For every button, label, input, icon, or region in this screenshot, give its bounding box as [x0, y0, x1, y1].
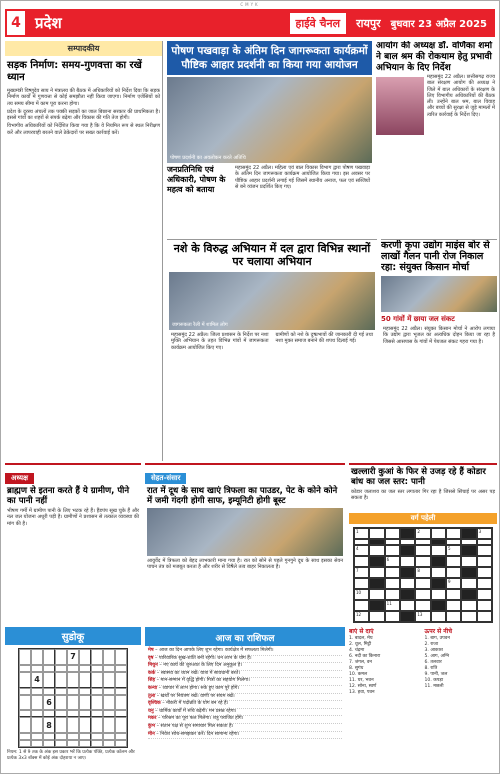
across-clue: 1. बादल, मेघ [349, 636, 373, 641]
down-clue: 9. पानी, जल [424, 672, 448, 677]
across-clue: 11. घर, भवन [349, 678, 374, 683]
crossword-cell [446, 611, 461, 622]
water-headline: करणी कृपा उद्योग माइंस बोर से लाखों गैलन पानी रोज निकाल रहा: संयुक्त किसान मोर्चा [381, 240, 490, 273]
sudoku-cell [79, 672, 91, 688]
crossword-cell [477, 589, 492, 600]
crossword-cell [369, 589, 384, 600]
water-story [381, 239, 497, 461]
sudoku-cell [91, 717, 103, 733]
zodiac-text: – स्वास्थ्य का ध्यान रखें। यात्रा में सावधानी बरतें। [155, 670, 241, 676]
lead-body: महासमुंद 22 अप्रैल। महिला एवं बाल विकास विभाग द्वारा पोषण पखवाड़ा के अंतिम दिन जागरूकता कार्यक्रम आयोजित किया गया। इस अवसर पर पौष्टिक आहार प्रदर्शनी लगाई गई जिसमें स्थानीय अनाज, फल एवं सब्जियों से बने व्यंजन प्रदर्शित किए गए। [235, 165, 370, 190]
down-clue: 1. बाग, उपवन [424, 636, 450, 641]
crossword-cell [461, 611, 476, 622]
across-clue: 7. जंगल, वन [349, 660, 372, 665]
across-clues [349, 636, 422, 696]
health-photo [147, 508, 343, 556]
sudoku-cell [31, 717, 43, 733]
sudoku-cell [115, 733, 127, 740]
water-body: महासमुंद 22 अप्रैल। संयुक्त किसान मोर्चा ने आरोप लगाया कि उद्योग द्वारा भूजल का अत्यधिक दोहन किया जा रहा है जिससे आसपास के गांवों में पेयजल संकट गहरा गया है। [383, 326, 495, 345]
sudoku-cell [19, 649, 31, 665]
sudoku-cell [19, 672, 31, 688]
sudoku-cell [67, 710, 79, 717]
sudoku-cell [55, 740, 67, 747]
health-story [145, 463, 345, 623]
down-clue: 6. तलवार [424, 660, 442, 665]
crossword-clues [349, 627, 497, 773]
crossword-cell [431, 567, 446, 578]
crossword-cell [477, 611, 492, 622]
sudoku-cell [79, 717, 91, 733]
across-clue: 2. धूल, मिट्टी [349, 642, 372, 647]
crossword-cell [415, 600, 430, 611]
right-story-body: महासमुंद 22 अप्रैल। छत्तीसगढ़ राज्य बाल संरक्षण आयोग की अध्यक्ष ने जिले में बाल अधिकारों के संरक्षण के लिए विभागीय अधिकारियों की बैठक ली। उन्होंने बाल श्रम, बाल विवाह और बच्चों की सुरक्षा से जुड़े मामलों में त्वरित कार्रवाई के निर्देश दिए। [427, 74, 495, 118]
campaign-body-col2: ग्रामीणों को नशे के दुष्प्रभावों की जानकारी दी गई तथा नशा मुक्त समाज बनाने की शपथ दिलाई गई। [275, 332, 373, 345]
sudoku-cell [43, 672, 55, 688]
crossword-cell [369, 578, 384, 589]
crossword-cell: 11 [385, 600, 400, 611]
sudoku-cell [43, 733, 55, 740]
campaign-body-col1: महासमुंद 22 अप्रैल। जिला प्रशासन के निर्देश पर नशा मुक्ति अभियान के तहत विभिन्न गांवों में जागरूकता कार्यक्रम आयोजित किए गए। [171, 332, 269, 351]
zodiac-sign: सिंह [148, 678, 156, 684]
sudoku-cell [103, 717, 115, 733]
sudoku-cell [91, 665, 103, 672]
sudoku-cell [115, 710, 127, 717]
village-headline: ब्राह्मण से इतना करते हैं ये ग्रामीण, पीने का पानी नहीं [7, 486, 130, 506]
across-clue: 4. चंद्रमा [349, 648, 365, 653]
sudoku-cell [19, 710, 31, 717]
sudoku-cell [67, 688, 79, 695]
sudoku-cell [31, 710, 43, 717]
sudoku-cell [67, 672, 79, 688]
crossword-cell [461, 600, 476, 611]
across-clue: 12. सोना, स्वर्ण [349, 684, 377, 689]
across-clue: 8. सुगंध [349, 666, 364, 671]
horoscope-item [148, 724, 342, 732]
sudoku-cell [31, 740, 43, 747]
campaign-headline: नशे के विरुद्ध अभियान में दल द्वारा विभिन्न स्थानों पर चलाया अभियान [173, 242, 371, 268]
crossword-cell [400, 589, 415, 600]
campaign-photo [169, 272, 375, 330]
sudoku-cell [79, 649, 91, 665]
sudoku-cell [67, 740, 79, 747]
crossword-cell [415, 589, 430, 600]
crossword-cell [400, 545, 415, 556]
horoscope-item [148, 663, 342, 671]
sudoku-cell [91, 672, 103, 688]
campaign-story [167, 239, 377, 461]
sudoku-cell [91, 740, 103, 747]
sudoku-cell [91, 710, 103, 717]
down-clue: 3. आकाश [424, 648, 443, 653]
lead-photo [167, 77, 372, 163]
masthead [5, 9, 495, 37]
zodiac-sign: मकर [148, 716, 157, 722]
horoscope-list [145, 646, 345, 741]
zodiac-text: – आज का दिन आपके लिए शुभ रहेगा। कार्यक्षेत्र में सफलता मिलेगी। [153, 648, 274, 653]
crossword-cell [385, 545, 400, 556]
crossword-cell: 10 [354, 589, 369, 600]
crossword-cell: 13 [415, 611, 430, 622]
sudoku-label: सुडोकू [5, 627, 141, 645]
crossword-cell [461, 567, 476, 578]
sudoku-cell [19, 740, 31, 747]
crossword-cell: 1 [354, 528, 369, 539]
across-clue: 10. कमल [349, 672, 368, 677]
crossword-grid [353, 527, 493, 623]
sudoku-cell [31, 733, 43, 740]
crossword-cell [369, 545, 384, 556]
zodiac-sign: तुला [148, 693, 156, 699]
crossword-cell: 12 [354, 611, 369, 622]
crossword-cell [400, 578, 415, 589]
sudoku-cell [115, 740, 127, 747]
sudoku-cell [19, 665, 31, 672]
village-tag: अध्यक्ष [5, 473, 34, 484]
crossword-cell [415, 556, 430, 567]
zodiac-text: – नए कार्य की शुरुआत के लिए दिन अनुकूल है। [157, 663, 243, 669]
crossword-cell [354, 578, 369, 589]
down-clue: 8. रात्रि [424, 666, 438, 671]
down-clue: 5. आग, अग्नि [424, 654, 450, 659]
sudoku-cell [43, 665, 55, 672]
crossword-cell [369, 567, 384, 578]
editorial-paragraph: विभागीय अधिकारियों को निर्देशित किया गया है कि वे नियमित रूप से स्थल निरीक्षण करें और लापरवाही बरतने वाले ठेकेदारों पर सख्त कार्रवाई करें। [7, 123, 160, 136]
zodiac-text: – निवेश सोच-समझकर करें। दिन सामान्य रहेगा। [154, 731, 240, 737]
sudoku-cell [103, 688, 115, 695]
sudoku-cell [67, 695, 79, 711]
crossword-cell [446, 556, 461, 567]
horoscope-item [148, 701, 342, 709]
editorial-paragraph: प्रदेश के दूरस्थ अंचलों तक पक्की सड़कों का जाल बिछाना सरकार की प्राथमिकता है। इससे गांवों का शहरों से संपर्क बढ़ेगा और विकास की गति तेज होगी। [7, 108, 160, 122]
sudoku-cell [43, 649, 55, 665]
sudoku-cell [19, 695, 31, 711]
color-registration-mark: CMYK [240, 2, 260, 7]
crossword-cell [400, 528, 415, 539]
sudoku-cell [67, 665, 79, 672]
lead-deck: जनप्रतिनिधि एवं अधिकारी, पोषण के महत्व को बताया [167, 165, 226, 194]
sudoku-cell [43, 688, 55, 695]
crossword-cell [446, 528, 461, 539]
crossword-cell [369, 600, 384, 611]
zodiac-sign: कुंभ [148, 723, 156, 729]
zodiac-sign: धनु [148, 708, 154, 714]
village-story [5, 463, 141, 623]
zodiac-text: – मान-सम्मान में वृद्धि होगी। मित्रों का सहयोग मिलेगा। [155, 678, 250, 684]
edition-date: बुधवार 23 अप्रैल 2025 [390, 19, 487, 30]
crossword-cell: 3 [477, 528, 492, 539]
crossword-cell [461, 545, 476, 556]
down-clue: 2. राजा [424, 642, 439, 647]
horoscope-item [148, 648, 342, 656]
crossword-cell [354, 556, 369, 567]
zodiac-sign: मिथुन [148, 663, 158, 669]
crossword-cell [385, 611, 400, 622]
editorial-column [5, 41, 163, 461]
editorial-headline: सड़क निर्माण: समय-गुणवत्ता का रखें ध्यान [7, 60, 142, 83]
crossword-cell [461, 556, 476, 567]
health-headline: रात में दूध के साथ खाएं त्रिफला का पाउडर, पेट के कोने कोने में जमी गंदगी होगी साफ, इम्यूनिटी होगी बूस्ट [147, 486, 338, 506]
sudoku-rule: नियम: 1 से 9 तक के अंक इस प्रकार भरें कि प्रत्येक पंक्ति, प्रत्येक कॉलम और प्रत्येक 3x3 बॉक्स में कोई अंक दोहराया न जाए। [7, 750, 135, 761]
sudoku-cell [79, 710, 91, 717]
crossword-cell [369, 556, 384, 567]
section-title: प्रदेश [35, 14, 62, 32]
zodiac-text: – धार्मिक कार्यों में रुचि बढ़ेगी। मन प्रसन्न रहेगा। [153, 708, 237, 714]
sudoku-cell [31, 688, 43, 695]
health-tag: सेहत-संसार [145, 473, 186, 484]
crossword-cell [446, 567, 461, 578]
sudoku-cell [55, 665, 67, 672]
sudoku-cell [103, 733, 115, 740]
crossword-cell [369, 611, 384, 622]
sudoku-cell [55, 710, 67, 717]
crossword-cell [477, 567, 492, 578]
sudoku-cell [67, 717, 79, 733]
sudoku-cell [103, 740, 115, 747]
crossword-cell: 6 [385, 556, 400, 567]
across-clue: 6. नदी का किनारा [349, 654, 381, 659]
down-clues [425, 636, 498, 690]
crossword-cell [461, 589, 476, 600]
sudoku-cell [79, 695, 91, 711]
zodiac-text: – नौकरी में पदोन्नति के योग बन रहे हैं। [160, 701, 229, 707]
sudoku-cell: 8 [43, 717, 55, 733]
sudoku-cell [19, 688, 31, 695]
sudoku-cell [79, 733, 91, 740]
sudoku-cell [115, 688, 127, 695]
sudoku-cell [103, 672, 115, 688]
zodiac-sign: कन्या [148, 685, 158, 691]
dam-headline: खल्लारी कुआं के फिर से उजड़ रहे हैं कोडार बांध का जल स्तर: पानी [351, 467, 486, 487]
lead-headline: पोषण पखवाड़ा के अंतिम दिन जागरूकता कार्यक्रमों पौष्टिक आहार प्रदर्शनी का किया गया आयोजन [167, 41, 372, 75]
crossword-cell [354, 600, 369, 611]
sudoku-cell: 6 [43, 695, 55, 711]
sudoku-cell [91, 649, 103, 665]
sudoku-cell [91, 733, 103, 740]
zodiac-text: – पारिवारिक सुख-शांति बनी रहेगी। धन लाभ के योग हैं। [153, 655, 252, 661]
zodiac-sign: वृश्चिक [148, 701, 161, 707]
crossword-cell: 5 [446, 545, 461, 556]
sudoku-cell [103, 695, 115, 711]
sudoku-cell [31, 649, 43, 665]
sudoku-cell [103, 710, 115, 717]
across-label: बाएं से दाएं [349, 628, 374, 635]
sudoku-cell [31, 665, 43, 672]
sudoku-cell [19, 733, 31, 740]
sudoku-grid [18, 648, 128, 748]
editorial-body [5, 88, 162, 136]
horoscope-item [148, 716, 342, 724]
sudoku-cell [91, 695, 103, 711]
crossword-cell [477, 556, 492, 567]
crossword-cell: 2 [415, 528, 430, 539]
water-photo [381, 276, 497, 312]
crossword-cell: 7 [354, 567, 369, 578]
editorial-label: सम्पादकीय [5, 41, 162, 56]
sudoku-cell [55, 717, 67, 733]
dam-story [349, 463, 497, 511]
crossword-cell: 8 [415, 567, 430, 578]
horoscope-item [148, 686, 342, 694]
sudoku-cell [55, 688, 67, 695]
sudoku-cell: 4 [31, 672, 43, 688]
crossword-cell [431, 578, 446, 589]
sudoku-cell [79, 688, 91, 695]
zodiac-sign: वृष [148, 655, 154, 661]
crossword-cell [385, 589, 400, 600]
sudoku-cell [43, 710, 55, 717]
sudoku-cell [103, 649, 115, 665]
zodiac-sign: मीन [148, 731, 155, 737]
crossword-cell [477, 578, 492, 589]
crossword-cell: 4 [354, 545, 369, 556]
horoscope-item [148, 678, 342, 686]
crossword-cell [446, 589, 461, 600]
zodiac-text: – संतान पक्ष से शुभ समाचार मिल सकता है। [155, 723, 234, 729]
crossword-cell [461, 528, 476, 539]
village-body: भीषण गर्मी में ग्रामीण पानी के लिए भटक रहे हैं। हैंडपंप सूख चुके हैं और नल जल योजना अधूरी पड़ी है। ग्रामीणों ने प्रशासन से तत्काल व्यवस्था की मांग की है। [7, 508, 139, 527]
sudoku-cell [55, 649, 67, 665]
portrait-photo [376, 77, 424, 135]
crossword-cell [431, 589, 446, 600]
crossword-cell [446, 600, 461, 611]
dam-body: कोडार जलाशय का जल स्तर लगातार गिर रहा है जिससे सिंचाई पर असर पड़ सकता है। [351, 489, 495, 502]
sudoku-cell [103, 665, 115, 672]
edition-city: रायपुर [356, 16, 381, 30]
sudoku-cell [115, 695, 127, 711]
sudoku-cell [55, 695, 67, 711]
sudoku-cell [31, 695, 43, 711]
sudoku-cell [19, 717, 31, 733]
crossword-cell [400, 556, 415, 567]
water-highlight: 50 गांवों में छाया जल संकट [381, 315, 455, 323]
horoscope-item [148, 732, 342, 740]
sudoku-cell [115, 649, 127, 665]
sudoku-cell [55, 733, 67, 740]
sudoku-cell [115, 672, 127, 688]
sudoku-cell [91, 688, 103, 695]
crossword-cell: 9 [446, 578, 461, 589]
sudoku-cell: 7 [67, 649, 79, 665]
crossword-cell [431, 600, 446, 611]
lead-story [167, 41, 372, 195]
sudoku-cell [115, 665, 127, 672]
zodiac-text: – परिश्रम का पूरा फल मिलेगा। शत्रु पराजित होंगे। [156, 716, 244, 722]
health-body: आयुर्वेद में त्रिफला को बेहद लाभकारी माना गया है। रात को सोने से पहले गुनगुने दूध के साथ इसका सेवन पाचन तंत्र को मजबूत करता है और शरीर से विषैले तत्व बाहर निकालता है। [147, 558, 343, 571]
crossword-cell [431, 528, 446, 539]
lead-photo-caption: पोषण प्रदर्शनी का अवलोकन करते अतिथि [170, 155, 246, 161]
crossword-cell [385, 567, 400, 578]
crossword-cell [400, 611, 415, 622]
sudoku-cell [115, 717, 127, 733]
crossword-cell [369, 528, 384, 539]
crossword-cell [477, 600, 492, 611]
campaign-photo-caption: जागरूकता रैली में शामिल लोग [172, 322, 228, 328]
zodiac-sign: मेष [148, 648, 154, 653]
zodiac-sign: कर्क [148, 670, 156, 676]
sudoku-cell [79, 740, 91, 747]
down-label: ऊपर से नीचे [424, 628, 452, 635]
crossword-box [349, 513, 497, 623]
down-clue: 11. मछली [424, 684, 444, 689]
sudoku-cell [79, 665, 91, 672]
horoscope-box [145, 627, 345, 773]
brand-logo: हाईवे चैनल [290, 13, 347, 34]
across-clue: 13. हवा, पवन [349, 690, 375, 695]
right-story-headline: आयोग की अध्यक्ष डॉ. वर्णिका शर्मा ने बाल श्रम की रोकथाम हेतु प्रभावी अभियान के दिए निर्देश [376, 41, 493, 73]
crossword-cell [461, 578, 476, 589]
crossword-cell [400, 600, 415, 611]
sudoku-cell [67, 733, 79, 740]
crossword-cell [415, 578, 430, 589]
crossword-cell [400, 567, 415, 578]
page-number: 4 [5, 9, 27, 37]
zodiac-text: – व्यापार में लाभ होगा। रुके हुए काम पूरे होंगे। [157, 685, 240, 691]
crossword-cell [385, 528, 400, 539]
editorial-paragraph: मुख्यमंत्री विष्णुदेव साय ने मंत्रालय की बैठक में अधिकारियों को निर्देश दिया कि सड़क निर्माण कार्यों में गुणवत्ता से कोई समझौता नहीं किया जाएगा। निर्माण एजेंसियों को तय समय सीमा में काम पूरा करना होगा। [7, 88, 160, 107]
crossword-cell [431, 545, 446, 556]
down-clue: 10. कपड़ा [424, 678, 444, 683]
crossword-cell [431, 611, 446, 622]
crossword-cell [431, 556, 446, 567]
crossword-label: वर्ग पहेली [349, 513, 497, 524]
sudoku-cell [43, 740, 55, 747]
sudoku-box [5, 627, 141, 773]
sudoku-cell [55, 672, 67, 688]
crossword-cell [477, 545, 492, 556]
crossword-cell [415, 545, 430, 556]
horoscope-label: आज का राशिफल [145, 629, 345, 646]
crossword-cell [385, 578, 400, 589]
zodiac-text: – खर्चों पर नियंत्रण रखें। वाणी पर संयम रखें। [155, 693, 235, 699]
